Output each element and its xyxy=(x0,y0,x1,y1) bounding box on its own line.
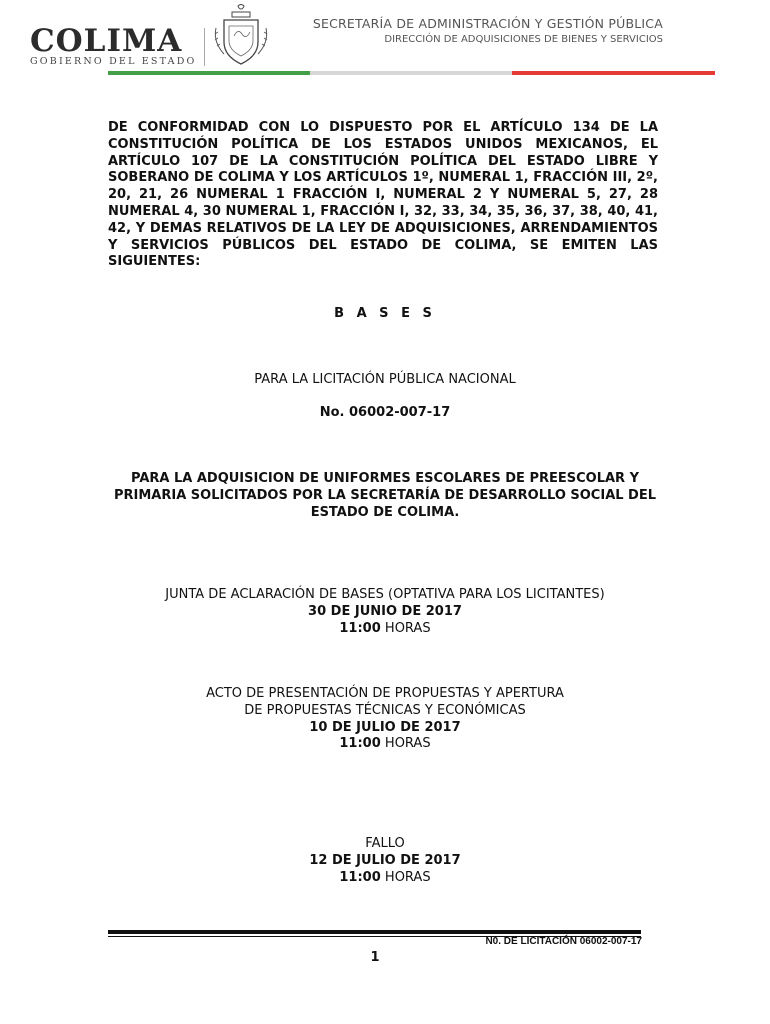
page-number: 1 xyxy=(370,950,380,965)
colima-logo-subtitle: GOBIERNO DEL ESTADO xyxy=(30,56,197,67)
state-coat-of-arms-icon xyxy=(210,2,272,70)
tender-number: No. 06002-007-17 xyxy=(319,405,451,420)
event-junta-title: JUNTA DE ACLARACIÓN DE BASES (OPTATIVA PARA LOS LICITANTES) xyxy=(165,587,605,602)
event-fallo-title: FALLO xyxy=(365,836,405,851)
event-acto-title-1: ACTO DE PRESENTACIÓN DE PROPUESTAS Y APERTURA xyxy=(206,686,564,701)
event-fallo-time-line xyxy=(0,870,770,887)
event-junta-time-unit: HORAS xyxy=(384,620,431,636)
header-stripe-green xyxy=(108,71,310,75)
colima-logo-text: COLIMA xyxy=(30,23,183,59)
document-header xyxy=(0,0,770,80)
event-acto-time-line xyxy=(0,736,770,753)
event-fallo-time: 11:00 xyxy=(339,869,381,885)
event-acto-time: 11:00 xyxy=(339,736,381,752)
event-acto-date: 10 DE JULIO DE 2017 xyxy=(309,719,461,735)
tender-type: PARA LA LICITACIÓN PÚBLICA NACIONAL xyxy=(254,372,516,387)
event-acto xyxy=(0,686,770,753)
event-acto-title-2: DE PROPUESTAS TÉCNICAS Y ECONÓMICAS xyxy=(244,702,526,718)
event-junta-time-line xyxy=(0,621,770,638)
header-stripe-red xyxy=(512,71,715,75)
event-junta xyxy=(0,587,770,637)
event-junta-date: 30 DE JUNIO DE 2017 xyxy=(308,603,462,619)
header-stripe-gray xyxy=(310,71,512,75)
event-fallo-date: 12 DE JULIO DE 2017 xyxy=(309,852,461,868)
footer-tender-reference: N0. DE LICITACIÓN 06002-007-17 xyxy=(485,936,642,947)
bases-title: B A S E S xyxy=(334,306,436,321)
logo-divider xyxy=(204,28,205,66)
footer-rule-thick xyxy=(108,930,641,934)
tender-object: PARA LA ADQUISICION DE UNIFORMES ESCOLARES DE PREESCOLAR Y PRIMARIA SOLICITADOS POR LA SECRETARÍA DE DESARROLLO SOCIAL DEL ESTADO DE COLIMA. xyxy=(113,471,657,520)
department-name: DIRECCIÓN DE ADQUISICIONES DE BIENES Y SERVICIOS xyxy=(384,34,663,45)
agency-name: SECRETARÍA DE ADMINISTRACIÓN Y GESTIÓN PÚBLICA xyxy=(312,16,663,31)
event-fallo-time-unit: HORAS xyxy=(384,869,431,885)
event-fallo xyxy=(0,836,770,886)
legal-preamble: DE CONFORMIDAD CON LO DISPUESTO POR EL ARTÍCULO 134 DE LA CONSTITUCIÓN POLÍTICA DE LOS ESTADOS UNIDOS MEXICANOS, EL ARTÍCULO 107 DE LA CONSTITUCIÓN POLÍTICA DEL ESTADO LIBRE Y SOBERANO DE COLIMA Y LOS ARTÍCULOS 1º, NUMERAL 1, FRACCIÓN III, 2º, 20, 21, 26 NUMERAL 1 FRACCIÓN I, NUMERAL 2 Y NUMERAL 5, 27, 28 NUMERAL 4, 30 NUMERAL 1, FRACCIÓN I, 32, 33, 34, 35, 36, 37, 38, 40, 41, 42, Y DEMAS RELATIVOS DE LA LEY DE ADQUISICIONES, ARRENDAMIENTOS Y SERVICIOS PÚBLICOS DEL ESTADO DE COLIMA, SE EMITEN LAS SIGUIENTES: xyxy=(108,120,658,270)
event-junta-time: 11:00 xyxy=(339,620,381,636)
event-acto-time-unit: HORAS xyxy=(384,736,431,752)
